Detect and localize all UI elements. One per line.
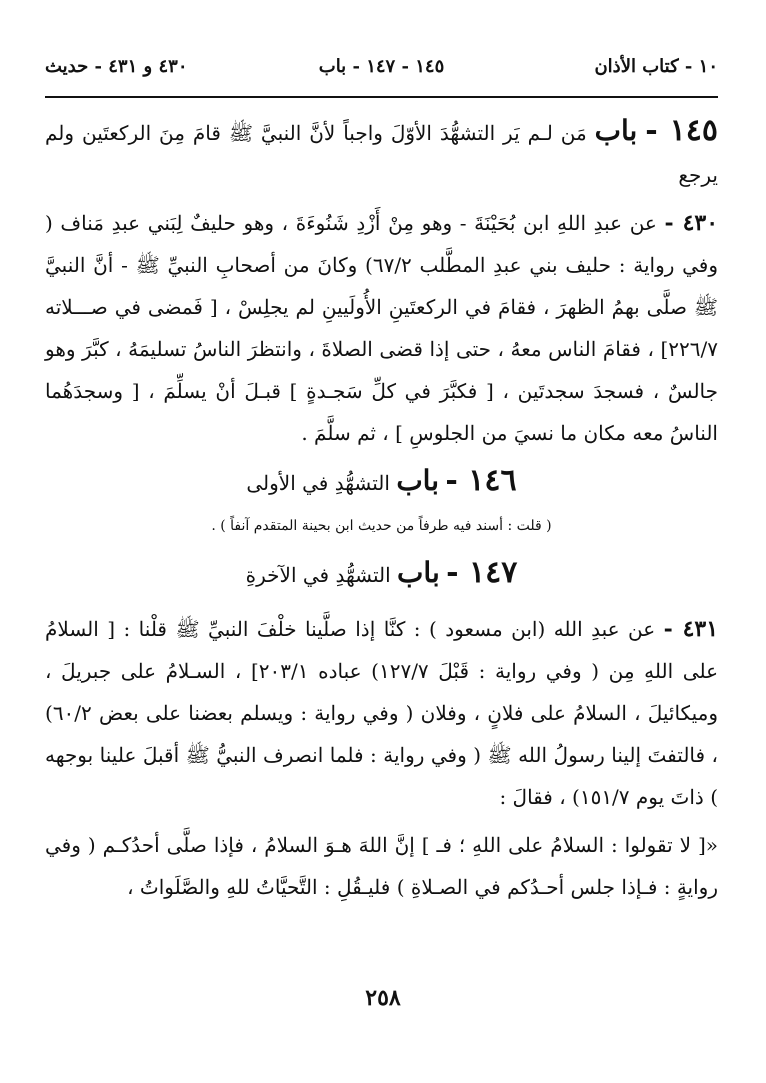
chapter-title: التشهُّدِ في الأولى (246, 471, 390, 495)
hadith-431-quote: «[ لا تقولوا : السلامُ على اللهِ ؛ فـ ] إنَّ اللهَ هـوَ السلامُ ، فإذا صلَّى أحدُكـم ( وفي روايةٍ : فـإذا جلس أحـدُكم في الصـلاةِ ) فليـقُلِ : التَّحيَّاتُ للهِ والصَّلَواتُ ، (45, 833, 718, 899)
hadith-text: عن عبدِ اللهِ ابن بُحَيْنَةَ - وهو مِنْ أَزْدِ شَنُوءَةَ ، وهو حليفٌ لِبَني عبدِ مَناف ( وفي رواية : حليف بني عبدِ المطَّلب ٦٧/٢) وكانَ من أصحابِ النبيِّ ﷺ - أنَّ النبيَّ ﷺ صلَّى بهمُ الظهرَ ، فقامَ في الركعتَينِ الأُولَيينِ لم يجلِسْ ، [ فَمضى في صـــلاته ٢٢٦/٧] ، فقامَ الناس معهُ ، حتى إذا قضى الصلاةَ ، وانتظرَ الناسُ تسليمَهُ ، كبَّرَ وهو جالسٌ ، فسجدَ سجدتَين ، [ فكبَّرَ في كلِّ سَجـدةٍ ] قبـلَ أنْ يسلِّمَ ، [ وسجدَهُما الناسُ معه مكان ما نسيَ من الجلوسِ ] ، ثم سلَّمَ . (45, 211, 719, 445)
hadith-430 (45, 202, 718, 454)
page-number: ٢٥٨ (365, 985, 401, 1011)
header-book-title: ١٠ - كتاب الأذان (594, 56, 718, 77)
chapter-label: باب (594, 114, 638, 147)
hadith-number: ٤٣٠ - (664, 210, 719, 236)
running-header (45, 56, 718, 86)
chapter-title: مَن لـم يَر التشهُّدَ الأوّلَ واجباً لأنَّ النبيَّ ﷺ قامَ مِنَ الركعتَين ولم يرجع (45, 121, 718, 187)
hadith-text: عن عبدِ الله (ابن مسعود ) : كنَّا إذا صلَّينا خلْفَ النبيِّ ﷺ قلْنا : [ السلامُ على اللهِ مِن ( وفي رواية : قَبْلَ ١٢٧/٧) عباده ٢٠٣/١] ، السـلامُ على جبريلَ ، وميكائيلَ ، السلامُ على فلانٍ ، وفلان ( وفي رواية : ويسلم بعضنا على بعض ٦٠/٢) ، فالتفتَ إلينا رسولُ الله ﷺ ( وفي رواية : فلما انصرف النبيُّ ﷺ أقبلَ علينا بوجهه ) ذاتَ يوم ١٥١/٧) ، فقالَ : (45, 617, 719, 809)
chapter-number: ١٤٥ - (645, 113, 719, 148)
header-chapter-range: ١٤٥ - ١٤٧ - باب (318, 56, 445, 77)
chapter-label: باب (396, 464, 439, 497)
chapter-label: باب (397, 556, 440, 589)
header-hadith-range: ٤٣٠ و ٤٣١ - حديث (45, 56, 188, 77)
hadith-431 (45, 608, 718, 818)
editor-note: ( قلت : أسند فيه طرفاً من حديث ابن بحينة المتقدم آنفاً ) . (211, 518, 552, 534)
chapter-146-heading (45, 454, 718, 510)
hadith-number: ٤٣١ - (663, 616, 719, 642)
page-content (45, 110, 718, 908)
chapter-title: التشهُّدِ في الآخرةِ (245, 563, 391, 587)
chapter-number: ١٤٦ - (445, 463, 517, 498)
chapter-145-heading (45, 110, 718, 196)
header-divider (45, 96, 718, 98)
chapter-147-heading (45, 546, 718, 602)
chapter-number: ١٤٧ - (446, 555, 518, 590)
